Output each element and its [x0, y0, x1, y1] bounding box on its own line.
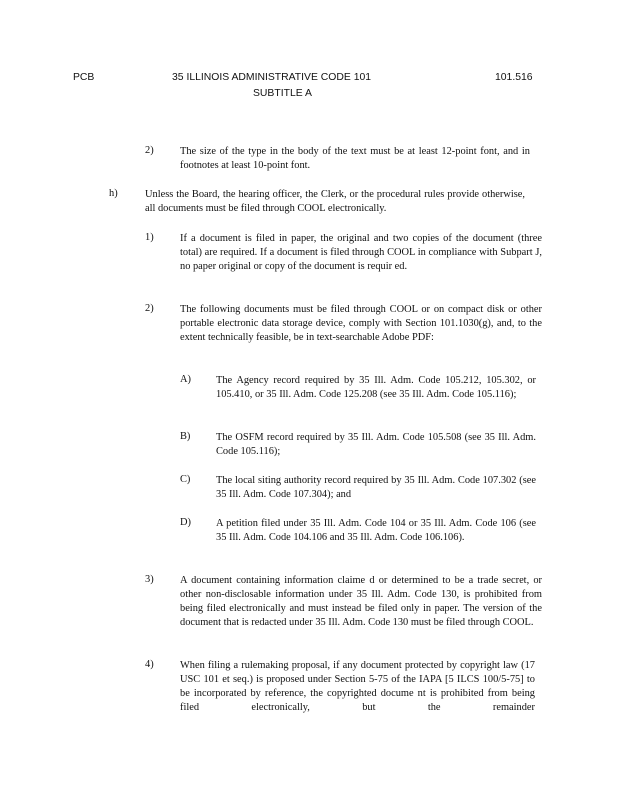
item-text: If a document is filed in paper, the original and two copies of the document (three total) are required. If a document is filed through COOL in compliance with Subpart J, no paper original or copy of the document is requir ed.: [180, 233, 542, 272]
subsection-h-4: [0, 659, 618, 717]
item-marker: 4): [145, 659, 154, 670]
item-marker: h): [109, 188, 118, 199]
subsection-2-type-size: [0, 145, 618, 175]
subsection-h-2-c: [0, 474, 618, 504]
item-text: When filing a rulemaking proposal, if any document protected by copyright law (17 USC 101 et seq.) is proposed under Section 5-75 of the IAPA [5 ILCS 100/5-75] to be incorporated by reference, the copyrighted docume nt is prohibited from being filed electronically, but the remainder: [180, 660, 535, 713]
subsection-h-1: [0, 232, 618, 290]
header-left: PCB: [73, 72, 95, 83]
item-marker: C): [180, 474, 191, 485]
subsection-h-2-a: [0, 374, 618, 418]
item-marker: B): [180, 431, 191, 442]
item-text: The following documents must be filed through COOL or on compact disk or other portable electronic data storage device, comply with Section 101.1030(g), and, to the extent technically feasible, be in text-searchable Adobe PDF:: [180, 304, 542, 343]
header-title: 35 ILLINOIS ADMINISTRATIVE CODE 101: [172, 72, 372, 83]
subsection-h-2-d: [0, 517, 618, 561]
subsection-h-2: [0, 303, 618, 361]
item-marker: A): [180, 374, 191, 385]
item-text: A document containing information claime d or determined to be a trade secret, or other non-disclosable information under 35 Ill. Adm. Code 130, is prohibited from being filed electronically and must instead be filed only in paper. The version of the document that is redacted under 35 Ill. Adm. Code 130 must be filed through COOL.: [180, 575, 542, 628]
header-section-number: 101.516: [495, 72, 533, 83]
item-text: A petition filed under 35 Ill. Adm. Code 104 or 35 Ill. Adm. Code 106 (see 35 Ill. Adm. Code 104.106 and 35 Ill. Adm. Code 106.106).: [216, 518, 536, 543]
item-marker: 1): [145, 232, 154, 243]
item-text: Unless the Board, the hearing officer, the Clerk, or the procedural rules provide otherwise, all documents must be filed through COOL electronically.: [145, 189, 525, 214]
item-marker: 2): [145, 303, 154, 314]
subsection-h-2-b: [0, 431, 618, 461]
item-text: The OSFM record required by 35 Ill. Adm. Code 105.508 (see 35 Ill. Adm. Code 105.116);: [216, 432, 536, 457]
subsection-h-3: [0, 574, 618, 646]
item-marker: 3): [145, 574, 154, 585]
item-marker: 2): [145, 145, 154, 156]
item-text: The Agency record required by 35 Ill. Adm. Code 105.212, 105.302, or 105.410, or 35 Ill. Adm. Code 125.208 (see 35 Ill. Adm. Code 105.116);: [216, 375, 536, 400]
item-text: The local siting authority record required by 35 Ill. Adm. Code 107.302 (see 35 Ill. Adm. Code 107.304); and: [216, 475, 536, 500]
item-text: The size of the type in the body of the text must be at least 12-point font, and in footnotes at least 10-point font.: [180, 146, 530, 171]
header-subtitle: SUBTITLE A: [253, 88, 312, 99]
item-marker: D): [180, 517, 191, 528]
subsection-h: [0, 188, 618, 218]
